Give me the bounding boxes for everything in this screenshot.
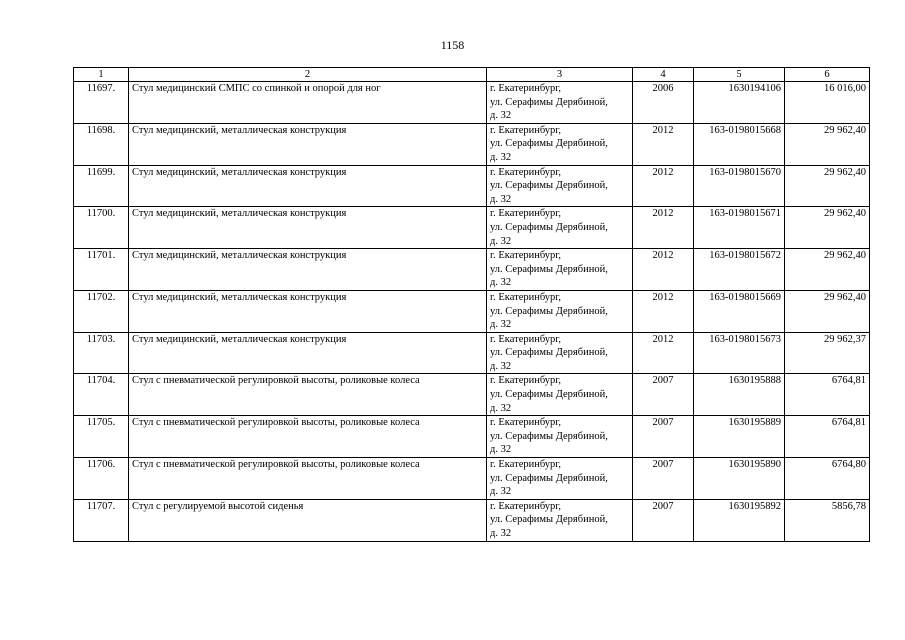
item-number: 11700. [74,207,129,249]
address-line: г. Екатеринбург, [490,250,562,262]
address-line: г. Екатеринбург, [490,208,562,220]
item-cost: 16 016,00 [785,82,870,124]
address-line: д. 32 [490,444,512,456]
item-number: 11698. [74,123,129,165]
item-name: Стул с пневматической регулировкой высоты, роликовые колеса [129,458,487,500]
item-cost: 29 962,40 [785,207,870,249]
item-cost: 6764,80 [785,458,870,500]
table-row [74,458,870,500]
address-line: г. Екатеринбург, [490,375,562,387]
table-row [74,499,870,541]
table-row [74,207,870,249]
table-row [74,249,870,291]
item-year: 2012 [633,165,694,207]
address-line: г. Екатеринбург, [490,83,562,94]
item-address [487,165,633,207]
address-line: д. 32 [490,360,512,372]
item-name: Стул медицинский, металлическая конструкция [129,249,487,291]
item-number: 11703. [74,332,129,374]
item-address [487,123,633,165]
item-inventory-number: 163-0198015668 [694,123,785,165]
registry-table [73,67,870,542]
item-year: 2012 [633,123,694,165]
item-inventory-number: 1630195889 [694,416,785,458]
item-address [487,374,633,416]
item-name: Стул медицинский СМПС со спинкой и опорой для ног [129,82,487,124]
item-inventory-number: 163-0198015671 [694,207,785,249]
item-inventory-number: 163-0198015669 [694,290,785,332]
item-cost: 29 962,37 [785,332,870,374]
item-cost: 29 962,40 [785,249,870,291]
address-line: ул. Серафимы Дерябиной, [490,514,608,526]
address-line: д. 32 [490,151,512,163]
item-number: 11706. [74,458,129,500]
item-year: 2007 [633,458,694,500]
column-header-6: 6 [785,68,870,82]
address-line: д. 32 [490,402,512,414]
item-number: 11702. [74,290,129,332]
item-name: Стул медицинский, металлическая конструкция [129,165,487,207]
item-inventory-number: 1630194106 [694,82,785,124]
address-line: г. Екатеринбург, [490,333,562,345]
item-inventory-number: 1630195892 [694,499,785,541]
item-cost: 6764,81 [785,416,870,458]
address-line: г. Екатеринбург, [490,417,562,429]
column-header-1: 1 [74,68,129,82]
table-row [74,82,870,124]
item-year: 2012 [633,249,694,291]
address-line: д. 32 [490,528,512,539]
table-row [74,165,870,207]
address-line: г. Екатеринбург, [490,459,562,471]
table-row [74,290,870,332]
address-line: ул. Серафимы Дерябиной, [490,472,608,484]
address-line: г. Екатеринбург, [490,166,562,178]
item-address [487,207,633,249]
item-year: 2012 [633,290,694,332]
column-header-3: 3 [487,68,633,82]
item-address [487,82,633,124]
table-row [74,416,870,458]
item-cost: 29 962,40 [785,123,870,165]
item-inventory-number: 163-0198015672 [694,249,785,291]
column-header-5: 5 [694,68,785,82]
table-row [74,332,870,374]
item-number: 11697. [74,82,129,124]
page-number: 1158 [440,38,465,52]
item-number: 11704. [74,374,129,416]
item-year: 2007 [633,374,694,416]
table-header-row [74,68,870,82]
address-line: ул. Серафимы Дерябиной, [490,221,608,233]
item-year: 2007 [633,416,694,458]
item-cost: 29 962,40 [785,290,870,332]
item-name: Стул медицинский, металлическая конструкция [129,123,487,165]
item-cost: 5856,78 [785,499,870,541]
item-cost: 29 962,40 [785,165,870,207]
item-address [487,458,633,500]
item-year: 2007 [633,499,694,541]
item-name: Стул медицинский, металлическая конструкция [129,207,487,249]
address-line: д. 32 [490,193,512,205]
address-line: ул. Серафимы Дерябиной, [490,180,608,192]
column-header-4: 4 [633,68,694,82]
address-line: д. 32 [490,110,512,122]
address-line: д. 32 [490,277,512,289]
item-number: 11701. [74,249,129,291]
address-line: ул. Серафимы Дерябиной, [490,347,608,359]
column-header-2: 2 [129,68,487,82]
address-line: ул. Серафимы Дерябиной, [490,305,608,317]
item-name: Стул с пневматической регулировкой высоты, роликовые колеса [129,374,487,416]
item-year: 2012 [633,207,694,249]
item-year: 2006 [633,82,694,124]
address-line: ул. Серафимы Дерябиной, [490,138,608,150]
item-cost: 6764,81 [785,374,870,416]
item-inventory-number: 163-0198015670 [694,165,785,207]
item-number: 11705. [74,416,129,458]
item-year: 2012 [633,332,694,374]
address-line: г. Екатеринбург, [490,500,562,512]
address-line: д. 32 [490,486,512,498]
item-inventory-number: 1630195890 [694,458,785,500]
address-line: д. 32 [490,235,512,247]
item-name: Стул медицинский, металлическая конструкция [129,332,487,374]
table-row [74,123,870,165]
table-body [74,82,870,542]
item-inventory-number: 1630195888 [694,374,785,416]
item-inventory-number: 163-0198015673 [694,332,785,374]
item-number: 11699. [74,165,129,207]
address-line: г. Екатеринбург, [490,124,562,136]
item-name: Стул с пневматической регулировкой высоты, роликовые колеса [129,416,487,458]
item-name: Стул с регулируемой высотой сиденья [129,499,487,541]
address-line: ул. Серафимы Дерябиной, [490,430,608,442]
item-address [487,290,633,332]
address-line: ул. Серафимы Дерябиной, [490,389,608,401]
address-line: ул. Серафимы Дерябиной, [490,263,608,275]
item-address [487,249,633,291]
item-name: Стул медицинский, металлическая конструкция [129,290,487,332]
item-address [487,416,633,458]
address-line: ул. Серафимы Дерябиной, [490,96,608,108]
address-line: д. 32 [490,319,512,331]
table-row [74,374,870,416]
item-address [487,332,633,374]
item-address [487,499,633,541]
item-number: 11707. [74,499,129,541]
address-line: г. Екатеринбург, [490,291,562,303]
